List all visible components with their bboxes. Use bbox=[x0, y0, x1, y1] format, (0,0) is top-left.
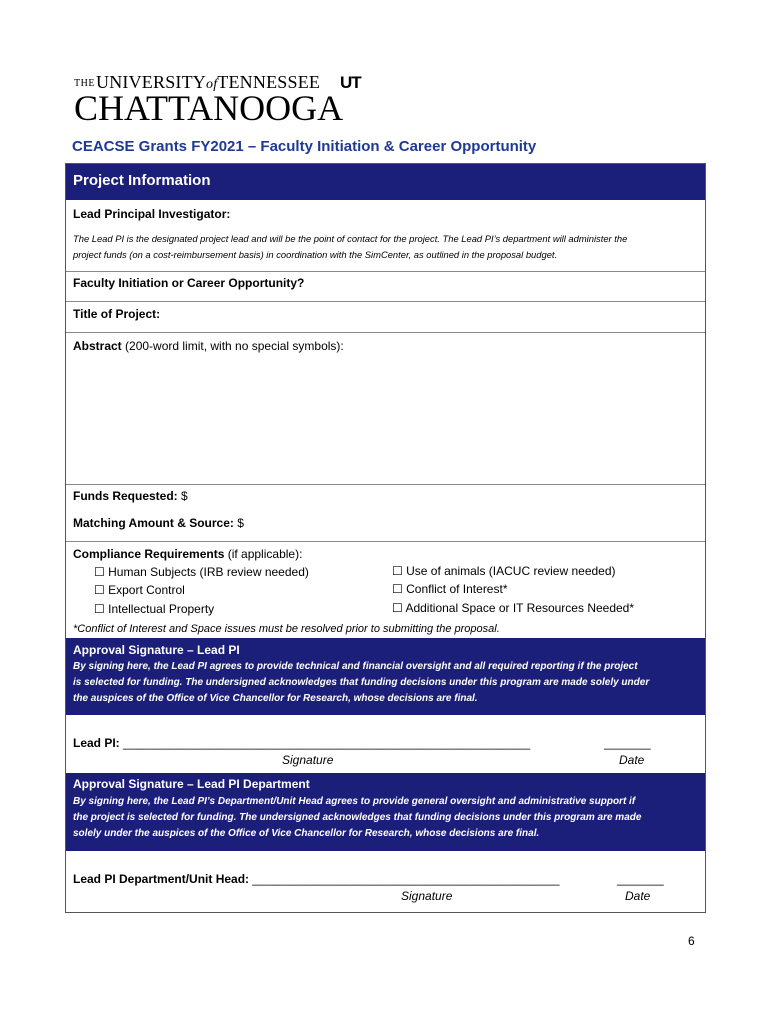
approval-dept-text-3: solely under the auspices of the Office of Vice Chancellor for Research, whose decisions are final. bbox=[73, 828, 540, 839]
section-header-project bbox=[66, 164, 705, 200]
divider bbox=[66, 301, 705, 302]
university-logo bbox=[74, 72, 374, 128]
checkbox-human-subjects[interactable]: ☐ Human Subjects (IRB review needed) bbox=[94, 565, 309, 579]
logo-chattanooga: CHATTANOOGA bbox=[74, 88, 344, 128]
ut-mark-icon: UT bbox=[340, 73, 361, 92]
approval-dept-text-1: By signing here, the Lead PI’s Department/Unit Head agrees to provide general oversight and administrative support if bbox=[73, 796, 636, 807]
abstract-field[interactable]: Abstract (200-word limit, with no special symbols): bbox=[73, 339, 344, 353]
dept-head-date-field[interactable]: _______ bbox=[617, 872, 664, 886]
checkbox-intellectual-property[interactable]: ☐ Intellectual Property bbox=[94, 602, 215, 616]
approval-dept-header bbox=[66, 773, 705, 851]
divider bbox=[66, 541, 705, 542]
dept-head-signature-field[interactable]: Lead PI Department/Unit Head: ______________________________________________ bbox=[73, 872, 560, 886]
checkbox-icon: ☐ bbox=[392, 601, 403, 615]
date-caption: Date bbox=[625, 889, 651, 903]
approval-pi-text-3: the auspices of the Office of Vice Chancellor for Research, whose decisions are final. bbox=[73, 693, 478, 704]
checkbox-export-control[interactable]: ☐ Export Control bbox=[94, 583, 185, 597]
checkbox-additional-space[interactable]: ☐ Additional Space or IT Resources Needed* bbox=[392, 601, 635, 615]
document-title: CEACSE Grants FY2021 – Faculty Initiation & Career Opportunity bbox=[72, 138, 537, 155]
funds-requested-field[interactable]: Funds Requested: $ bbox=[73, 489, 188, 503]
lead-pi-note-line1: The Lead PI is the designated project lead and will be the point of contact for the project. The Lead PI’s department will administer the bbox=[73, 233, 628, 244]
approval-pi-text-2: is selected for funding. The undersigned acknowledges that funding decisions under this program are made solely under bbox=[73, 677, 650, 688]
checkbox-conflict-of-interest[interactable]: ☐ Conflict of Interest* bbox=[392, 582, 508, 596]
page-number: 6 bbox=[688, 934, 695, 948]
lead-pi-date-field[interactable]: _______ bbox=[604, 736, 651, 750]
approval-pi-header bbox=[66, 638, 705, 715]
conflict-note: *Conflict of Interest and Space issues must be resolved prior to submitting the proposal. bbox=[73, 623, 500, 635]
logo-university-of-tennessee: UNIVERSITYofTENNESSEE bbox=[96, 72, 321, 92]
date-caption: Date bbox=[619, 753, 645, 767]
checkbox-icon: ☐ bbox=[392, 564, 403, 578]
checkbox-icon: ☐ bbox=[94, 583, 105, 597]
section-title: Project Information bbox=[73, 172, 211, 189]
project-form bbox=[65, 163, 706, 913]
lead-pi-signature-field[interactable]: Lead PI: _____________________________________________________________ bbox=[73, 736, 531, 750]
checkbox-animals[interactable]: ☐ Use of animals (IACUC review needed) bbox=[392, 564, 616, 578]
checkbox-icon: ☐ bbox=[392, 582, 403, 596]
lead-pi-note-line2: project funds (on a cost-reimbursement basis) in coordination with the SimCenter, as outlined in the proposal budget. bbox=[73, 249, 558, 260]
checkbox-icon: ☐ bbox=[94, 565, 105, 579]
matching-amount-field[interactable]: Matching Amount & Source: $ bbox=[73, 516, 244, 530]
divider bbox=[66, 332, 705, 333]
faculty-question-field[interactable]: Faculty Initiation or Career Opportunity? bbox=[73, 276, 305, 290]
signature-caption: Signature bbox=[401, 889, 453, 903]
divider bbox=[66, 484, 705, 485]
approval-dept-text-2: the project is selected for funding. The undersigned acknowledges that funding decisions under this program are made bbox=[73, 812, 642, 823]
approval-dept-title: Approval Signature – Lead PI Department bbox=[73, 777, 310, 791]
signature-caption: Signature bbox=[282, 753, 334, 767]
checkbox-icon: ☐ bbox=[94, 602, 105, 616]
compliance-label: Compliance Requirements (if applicable): bbox=[73, 547, 303, 561]
approval-pi-text-1: By signing here, the Lead PI agrees to provide technical and financial oversight and all required reporting if the project bbox=[73, 661, 638, 672]
logo-the: THE bbox=[74, 78, 95, 89]
lead-pi-label: Lead Principal Investigator: bbox=[73, 207, 231, 221]
divider bbox=[66, 271, 705, 272]
approval-pi-title: Approval Signature – Lead PI bbox=[73, 643, 240, 657]
title-of-project-field[interactable]: Title of Project: bbox=[73, 307, 161, 321]
